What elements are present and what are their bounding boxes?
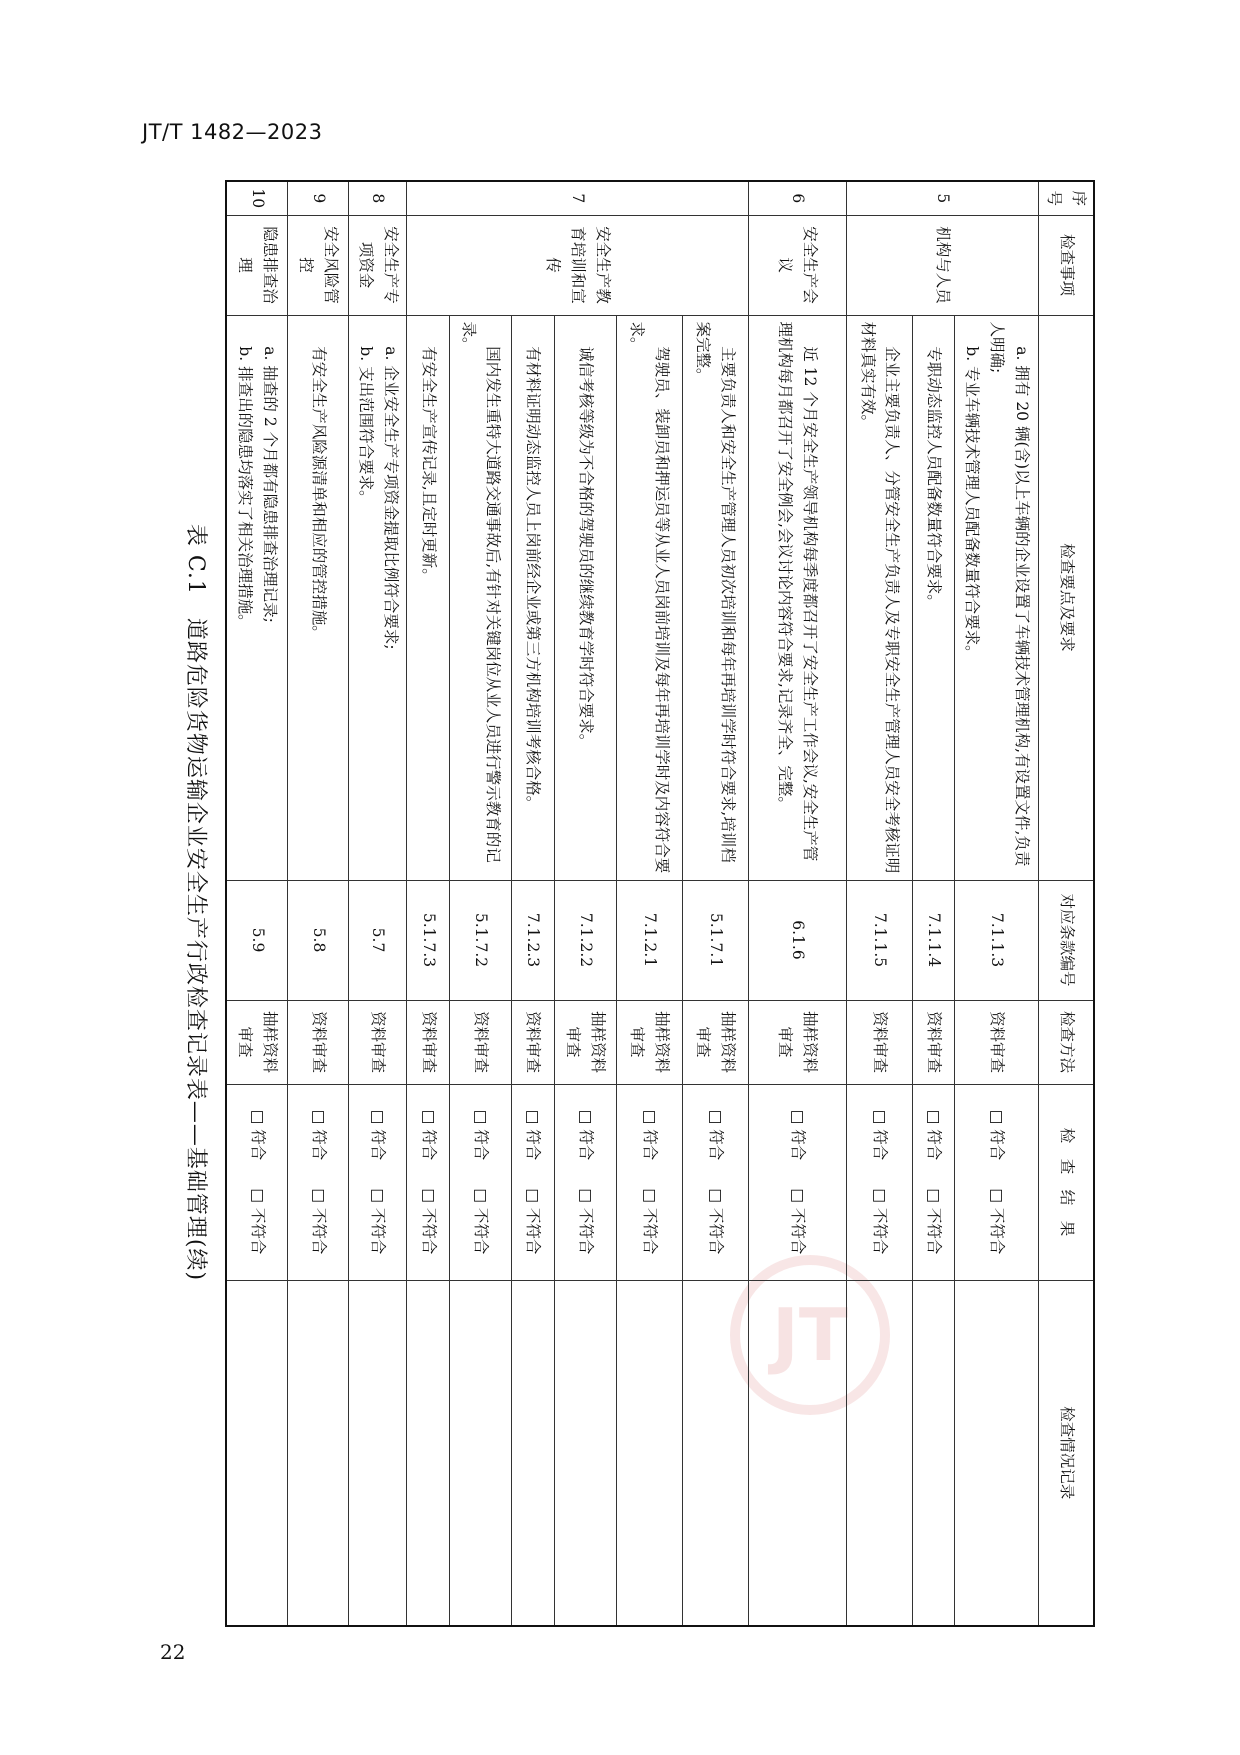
table-row bbox=[554, 181, 616, 1626]
clause-number: 7.1.1.3 bbox=[954, 880, 1039, 1000]
clause-number: 7.1.1.5 bbox=[846, 880, 912, 1000]
col-header-method: 检查方法 bbox=[1039, 1000, 1094, 1084]
result-ok-checkbox[interactable]: □ 符合 bbox=[524, 1109, 543, 1161]
inspection-item: 机构与人员 bbox=[846, 215, 1038, 315]
check-result-cell bbox=[954, 1084, 1039, 1280]
inspection-item: 隐患排查治理 bbox=[226, 215, 288, 315]
clause-number: 5.7 bbox=[349, 880, 407, 1000]
requirement-text: 诚信考核等级为不合格的驾驶员的继续教育学时符合要求。 bbox=[576, 346, 595, 750]
inspection-item: 安全生产会议 bbox=[748, 215, 846, 315]
record-cell[interactable] bbox=[748, 1280, 846, 1626]
record-cell[interactable] bbox=[913, 1280, 955, 1626]
record-cell[interactable] bbox=[682, 1280, 748, 1626]
row-number: 6 bbox=[748, 181, 846, 215]
requirements-cell bbox=[682, 315, 748, 880]
record-cell[interactable] bbox=[954, 1280, 1039, 1626]
requirements-cell bbox=[288, 315, 349, 880]
table-row bbox=[407, 181, 450, 1626]
record-cell[interactable] bbox=[349, 1280, 407, 1626]
requirement-text: 企业主要负责人、分管安全生产负责人及专职安全生产管理人员安全考核证明材料真实有效。 bbox=[858, 321, 902, 874]
record-cell[interactable] bbox=[616, 1280, 682, 1626]
clause-number: 5.1.7.3 bbox=[407, 880, 450, 1000]
result-nok-checkbox[interactable]: □ 不符合 bbox=[248, 1188, 267, 1255]
result-nok-checkbox[interactable]: □ 不符合 bbox=[924, 1188, 943, 1255]
result-ok-checkbox[interactable]: □ 符合 bbox=[576, 1109, 595, 1161]
check-method: 资料审查 bbox=[846, 1000, 912, 1084]
check-result-cell bbox=[349, 1084, 407, 1280]
clause-number: 5.9 bbox=[226, 880, 288, 1000]
check-result-cell bbox=[616, 1084, 682, 1280]
clause-number: 7.1.1.4 bbox=[913, 880, 955, 1000]
result-ok-checkbox[interactable]: □ 符合 bbox=[870, 1109, 889, 1161]
record-cell[interactable] bbox=[554, 1280, 616, 1626]
requirement-text: 专职动态监控人员配备数量符合要求。 bbox=[924, 346, 943, 610]
clause-number: 6.1.6 bbox=[748, 880, 846, 1000]
requirement-text: a. 企业安全生产专项资金提取比例符合要求; bbox=[381, 346, 400, 650]
result-nok-checkbox[interactable]: □ 不符合 bbox=[706, 1188, 725, 1255]
table-row bbox=[450, 181, 512, 1626]
requirements-cell bbox=[349, 315, 407, 880]
check-result-cell bbox=[913, 1084, 955, 1280]
table-row bbox=[512, 181, 555, 1626]
jt-watermark: JT bbox=[730, 1255, 890, 1415]
requirements-cell bbox=[954, 315, 1039, 880]
col-header-requirements: 检查要点及要求 bbox=[1039, 315, 1094, 880]
col-header-item: 检查事项 bbox=[1039, 215, 1094, 315]
result-ok-checkbox[interactable]: □ 符合 bbox=[419, 1109, 438, 1161]
requirements-cell bbox=[846, 315, 912, 880]
result-nok-checkbox[interactable]: □ 不符合 bbox=[309, 1188, 328, 1255]
check-result-cell bbox=[554, 1084, 616, 1280]
row-number: 7 bbox=[407, 181, 748, 215]
record-cell[interactable] bbox=[288, 1280, 349, 1626]
row-number: 10 bbox=[226, 181, 288, 215]
result-ok-checkbox[interactable]: □ 符合 bbox=[471, 1109, 490, 1161]
requirements-cell bbox=[512, 315, 555, 880]
check-method: 资料审查 bbox=[288, 1000, 349, 1084]
requirement-text: 有安全生产风险源清单和相应的管控措施。 bbox=[309, 346, 328, 641]
check-result-cell bbox=[407, 1084, 450, 1280]
clause-number: 7.1.2.3 bbox=[512, 880, 555, 1000]
result-ok-checkbox[interactable]: □ 符合 bbox=[369, 1109, 388, 1161]
requirement-text: 主要负责人和安全生产管理人员初次培训和每年再培训学时符合要求,培训档案完整。 bbox=[694, 321, 738, 863]
row-number: 9 bbox=[288, 181, 349, 215]
table-row bbox=[913, 181, 955, 1626]
requirements-cell bbox=[226, 315, 288, 880]
check-result-cell bbox=[288, 1084, 349, 1280]
table-row bbox=[748, 181, 846, 1626]
inspection-item: 安全生产教育培训和宣传 bbox=[407, 215, 748, 315]
requirement-text: b. 专业车辆技术管理人员配备数量符合要求。 bbox=[963, 346, 982, 661]
check-method: 抽样资料审查 bbox=[616, 1000, 682, 1084]
result-nok-checkbox[interactable]: □ 不符合 bbox=[471, 1188, 490, 1255]
result-ok-checkbox[interactable]: □ 符合 bbox=[309, 1109, 328, 1161]
requirement-text: 驾驶员、装卸员和押运员等从业人员岗前培训及每年再培训学时及内容符合要求。 bbox=[628, 321, 671, 874]
page-number: 22 bbox=[160, 1640, 186, 1664]
requirements-cell bbox=[407, 315, 450, 880]
inspection-item: 安全风险管控 bbox=[288, 215, 349, 315]
check-method: 资料审查 bbox=[450, 1000, 512, 1084]
table-row bbox=[226, 181, 288, 1626]
check-result-cell bbox=[748, 1084, 846, 1280]
requirements-cell bbox=[913, 315, 955, 880]
result-ok-checkbox[interactable]: □ 符合 bbox=[987, 1109, 1006, 1161]
check-result-cell bbox=[846, 1084, 912, 1280]
record-cell[interactable] bbox=[846, 1280, 912, 1626]
check-result-cell bbox=[226, 1084, 288, 1280]
col-header-no: 序号 bbox=[1039, 181, 1094, 215]
record-cell[interactable] bbox=[407, 1280, 450, 1626]
requirements-cell bbox=[748, 315, 846, 880]
check-method: 资料审查 bbox=[349, 1000, 407, 1084]
check-method: 资料审查 bbox=[512, 1000, 555, 1084]
inspection-item: 安全生产专项资金 bbox=[349, 215, 407, 315]
rotated-table-frame bbox=[183, 180, 1095, 1625]
inspection-record-table bbox=[225, 180, 1095, 1627]
clause-number: 7.1.2.2 bbox=[554, 880, 616, 1000]
check-result-cell bbox=[682, 1084, 748, 1280]
check-method: 资料审查 bbox=[954, 1000, 1039, 1084]
requirement-text: b. 排查出的隐患均落实了相关治理措施。 bbox=[236, 346, 255, 630]
result-ok-checkbox[interactable]: □ 符合 bbox=[788, 1109, 807, 1161]
requirements-cell bbox=[616, 315, 682, 880]
check-method: 抽样资料审查 bbox=[226, 1000, 288, 1084]
table-row bbox=[954, 181, 1039, 1626]
result-nok-checkbox[interactable]: □ 不符合 bbox=[576, 1188, 595, 1255]
table-row bbox=[288, 181, 349, 1626]
result-ok-checkbox[interactable]: □ 符合 bbox=[924, 1109, 943, 1161]
check-result-cell bbox=[450, 1084, 512, 1280]
requirements-cell bbox=[554, 315, 616, 880]
clause-number: 5.8 bbox=[288, 880, 349, 1000]
check-method: 抽样资料审查 bbox=[554, 1000, 616, 1084]
check-method: 抽样资料审查 bbox=[682, 1000, 748, 1084]
result-nok-checkbox[interactable]: □ 不符合 bbox=[369, 1188, 388, 1255]
record-cell[interactable] bbox=[450, 1280, 512, 1626]
clause-number: 7.1.2.1 bbox=[616, 880, 682, 1000]
col-header-result: 检 查 结 果 bbox=[1039, 1084, 1094, 1280]
result-nok-checkbox[interactable]: □ 不符合 bbox=[524, 1188, 543, 1255]
table-row bbox=[846, 181, 912, 1626]
result-ok-checkbox[interactable]: □ 符合 bbox=[248, 1109, 267, 1161]
requirement-text: a. 拥有 20 辆(含)以上车辆的企业设置了车辆技术管理机构,有设置文件,负责人明确; bbox=[987, 321, 1031, 867]
requirement-text: b. 支出范围符合要求。 bbox=[356, 346, 375, 506]
requirement-text: a. 抽查的 2 个月都有隐患排查治理记录; bbox=[261, 346, 280, 623]
table-row bbox=[682, 181, 748, 1626]
check-result-cell bbox=[512, 1084, 555, 1280]
table-row bbox=[616, 181, 682, 1626]
table-header-row bbox=[1039, 181, 1094, 1626]
requirement-text: 近 12 个月安全生产领导机构每季度都召开了安全生产工作会议,安全生产管理机构每月都召开了安全例会,会议讨论内容符合要求,记录齐全、完整。 bbox=[776, 321, 820, 862]
clause-number: 5.1.7.2 bbox=[450, 880, 512, 1000]
check-method: 资料审查 bbox=[407, 1000, 450, 1084]
result-ok-checkbox[interactable]: □ 符合 bbox=[640, 1109, 659, 1161]
record-cell[interactable] bbox=[512, 1280, 555, 1626]
requirements-cell bbox=[450, 315, 512, 880]
result-nok-checkbox[interactable]: □ 不符合 bbox=[640, 1188, 659, 1255]
requirement-text: 有材料证明动态监控人员上岗前经企业或第三方机构培训考核合格。 bbox=[524, 346, 543, 812]
result-nok-checkbox[interactable]: □ 不符合 bbox=[419, 1188, 438, 1255]
result-nok-checkbox[interactable]: □ 不符合 bbox=[870, 1188, 889, 1255]
check-method: 抽样资料审查 bbox=[748, 1000, 846, 1084]
table-row bbox=[349, 181, 407, 1626]
row-number: 8 bbox=[349, 181, 407, 215]
check-method: 资料审查 bbox=[913, 1000, 955, 1084]
table-title: 表 C.1 道路危险货物运输企业安全生产行政检查记录表——基础管理(续) bbox=[183, 523, 208, 1282]
clause-number: 5.1.7.1 bbox=[682, 880, 748, 1000]
result-nok-checkbox[interactable]: □ 不符合 bbox=[987, 1188, 1006, 1255]
row-number: 5 bbox=[846, 181, 1038, 215]
standard-id: JT/T 1482—2023 bbox=[142, 120, 323, 144]
requirement-text: 国内发生重特大道路交通事故后,有针对关键岗位从业人员进行警示教育的记录。 bbox=[459, 321, 503, 863]
result-nok-checkbox[interactable]: □ 不符合 bbox=[788, 1188, 807, 1255]
col-header-record: 检查情况记录 bbox=[1039, 1280, 1094, 1626]
result-ok-checkbox[interactable]: □ 符合 bbox=[706, 1109, 725, 1161]
requirement-text: 有安全生产宣传记录,且定时更新。 bbox=[419, 346, 438, 584]
record-cell[interactable] bbox=[226, 1280, 288, 1626]
col-header-clause: 对应条款编号 bbox=[1039, 880, 1094, 1000]
